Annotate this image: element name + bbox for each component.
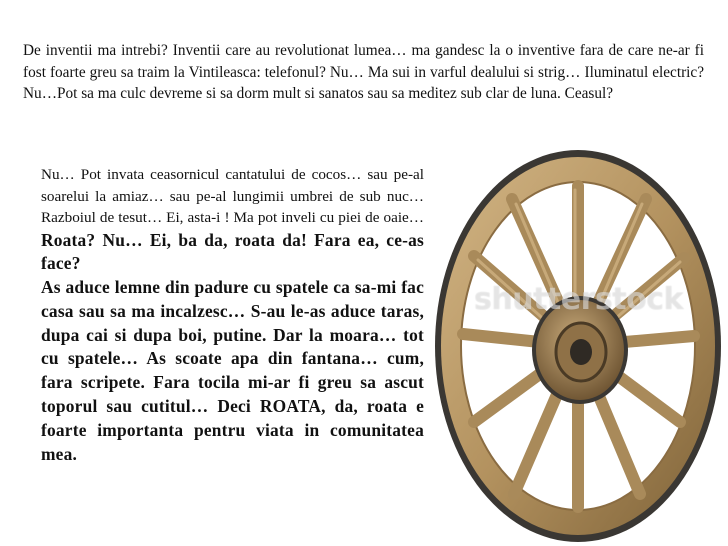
bold-paragraph: As aduce lemne din padure cu spatele ca sa-mi fac casa sau sa ma incalzesc… S-au le-as aduce taras, dupa cai si dupa boi, putine. Dar la moara… tot cu spatele… As scoate apa din fantana… cum, fara scripete. Fara tocila mi-ar fi greu sa ascut toporul sau cutitul… Deci ROATA, da, roata e foarte importanta pentru viata in comunitatea mea.	[41, 277, 424, 464]
watermark-text: shutterstock	[474, 282, 683, 317]
bold-question-text: Roata? Nu… Ei, ba da, roata da! Fara ea, ce-as face?	[41, 229, 424, 274]
intro-paragraph: De inventii ma intrebi? Inventii care au revolutionat lumea… ma gandesc la o inventive fara de care ne-ar fi fost foarte greu sa traim la Vintileasca: telefonul? Nu… Ma sui in varful dealului si strig… Iluminatul electric? Nu…Pot sa ma culc devreme si sa dorm mult si sanatos sau sa meditez sub clar de luna. Ceasul?	[23, 42, 704, 102]
main-text-block	[41, 164, 424, 466]
wheel-icon	[430, 140, 722, 542]
normal-text: Nu… Pot invata ceasornicul cantatului de cocos… sau pe-al soarelui la amiaz… sau pe-al lungimii umbrei de sub nuc… Razboiul de tesut… Ei, asta-i ! Ma pot inveli cu piei de oaie…	[41, 166, 424, 226]
wooden-wheel-image	[430, 140, 722, 542]
